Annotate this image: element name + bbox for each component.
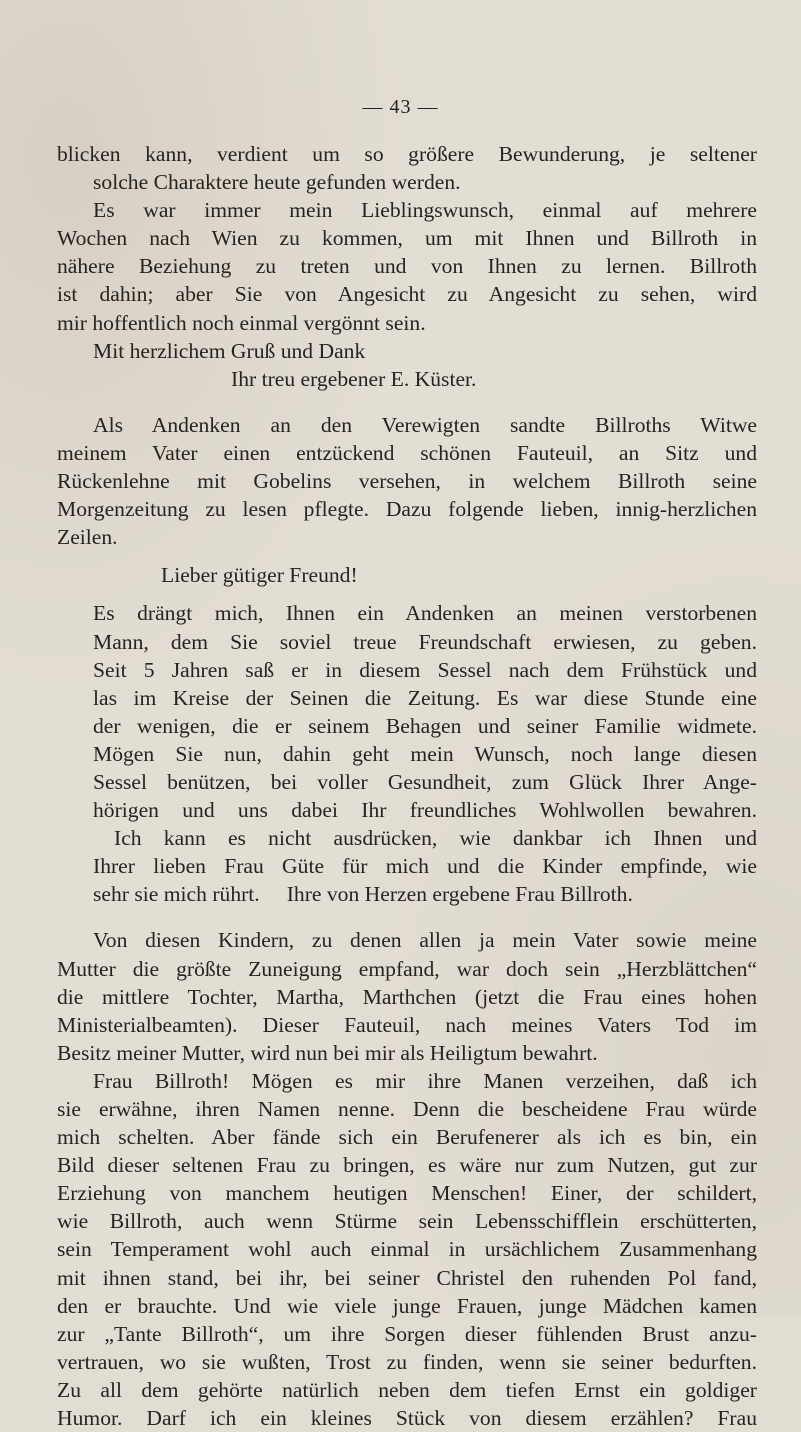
text-line: nähere Beziehung zu treten und von Ihnen zu lernen. Billroth	[57, 254, 757, 279]
text-line: Rückenlehne mit Gobelins versehen, in welchem Billroth seine	[57, 469, 757, 494]
text-line: las im Kreise der Seinen die Zeitung. Es war diese Stunde eine	[93, 685, 757, 710]
text-line: mit ihnen stand, bei ihr, bei seiner Christel den ruhenden Pol fand,	[57, 1265, 757, 1290]
text-line: ist dahin; aber Sie von Angesicht zu Angesicht zu sehen, wird	[57, 282, 757, 307]
text-line: mich schelten. Aber fände sich ein Berufenerer als ich es bin, ein	[57, 1125, 757, 1150]
text-line: sein Temperament wohl auch einmal in ursächlichem Zusammenhang	[57, 1237, 757, 1262]
text-line: Als Andenken an den Verewigten sandte Billroths Witwe	[93, 412, 757, 437]
text-line: Mit herzlichem Gruß und Dank	[93, 338, 366, 363]
text-line: Besitz meiner Mutter, wird nun bei mir als Heiligtum bewahrt.	[57, 1040, 598, 1065]
text-line: mir hoffentlich noch einmal vergönnt sein.	[57, 310, 426, 335]
text-line: den er brauchte. Und wie viele junge Frauen, junge Mädchen kamen	[57, 1293, 757, 1318]
text-line: zur „Tante Billroth“, um ihre Sorgen dieser fühlenden Brust anzu-	[57, 1321, 757, 1346]
text-line: Bild dieser seltenen Frau zu bringen, es wäre nur zum Nutzen, gut zur	[57, 1153, 757, 1178]
text-line: Ich kann es nicht ausdrücken, wie dankbar ich Ihnen und	[114, 826, 757, 851]
text-line: Wochen nach Wien zu kommen, um mit Ihnen und Billroth in	[57, 226, 757, 251]
paragraph-gap	[57, 589, 757, 599]
text-line: hörigen und uns dabei Ihr freundliches Wohlwollen bewahren.	[93, 798, 757, 823]
text-line: sie erwähne, ihren Namen nenne. Denn die bescheidene Frau würde	[57, 1097, 757, 1121]
text-line: vertrauen, wo sie wußten, Trost zu finden, wenn sie seiner bedurften.	[57, 1349, 757, 1374]
text-line: Von diesen Kindern, zu denen allen ja mein Vater sowie meine	[93, 928, 757, 953]
text-line: Humor. Darf ich ein kleines Stück von diesem erzählen? Frau	[57, 1406, 757, 1431]
text-line: solche Charaktere heute gefunden werden.	[93, 170, 461, 195]
text-line: Zeilen.	[57, 525, 118, 550]
page-number: — 43 —	[362, 96, 439, 118]
paragraph-gap	[57, 551, 757, 561]
page-body	[57, 140, 757, 1432]
letter-signature: Ihr treu ergebener E. Küster.	[231, 366, 477, 391]
text-line: Sessel benützen, bei voller Gesundheit, zum Glück Ihrer Ange-	[93, 769, 757, 794]
text-line: sehr sie mich rührt. Ihre von Herzen ergebene Frau Billroth.	[93, 882, 633, 907]
text-line: Mutter die größte Zuneigung empfand, war doch sein „Herzblättchen“	[57, 956, 757, 981]
text-line: der wenigen, die er seinem Behagen und seiner Familie widmete.	[93, 713, 757, 738]
text-line: meinem Vater einen entzückend schönen Fauteuil, an Sitz und	[57, 440, 757, 465]
text-line: Erziehung von manchem heutigen Menschen! Einer, der schildert,	[57, 1181, 757, 1206]
text-line: Frau Billroth! Mögen es mir ihre Manen verzeihen, daß ich	[93, 1068, 757, 1093]
text-line: Mann, dem Sie soviel treue Freundschaft erwiesen, zu geben.	[93, 629, 757, 654]
text-line: blicken kann, verdient um so größere Bewunderung, je seltener	[57, 142, 757, 166]
text-line: Zu all dem gehörte natürlich neben dem tiefen Ernst ein goldiger	[57, 1377, 757, 1402]
text-line: Morgenzeitung zu lesen pflegte. Dazu folgende lieben, innig-herzlichen	[57, 497, 757, 522]
paragraph-gap	[57, 908, 757, 926]
text-line: Es drängt mich, Ihnen ein Andenken an meinen verstorbenen	[93, 601, 757, 626]
text-line: Es war immer mein Lieblingswunsch, einmal auf mehrere	[93, 198, 757, 223]
text-line: Seit 5 Jahren saß er in diesem Sessel nach dem Frühstück und	[93, 657, 757, 682]
text-line: Ministerialbeamten). Dieser Fauteuil, nach meines Vaters Tod im	[57, 1012, 757, 1037]
paragraph-gap	[57, 393, 757, 411]
text-line: Mögen Sie nun, dahin geht mein Wunsch, noch lange diesen	[93, 741, 757, 766]
text-line: Ihrer lieben Frau Güte für mich und die Kinder empfinde, wie	[93, 854, 757, 879]
text-line: wie Billroth, auch wenn Stürme sein Lebensschifflein erschütterten,	[57, 1209, 757, 1234]
letter-salutation: Lieber gütiger Freund!	[161, 563, 358, 588]
text-line: die mittlere Tochter, Martha, Marthchen (jetzt die Frau eines hohen	[57, 984, 757, 1009]
